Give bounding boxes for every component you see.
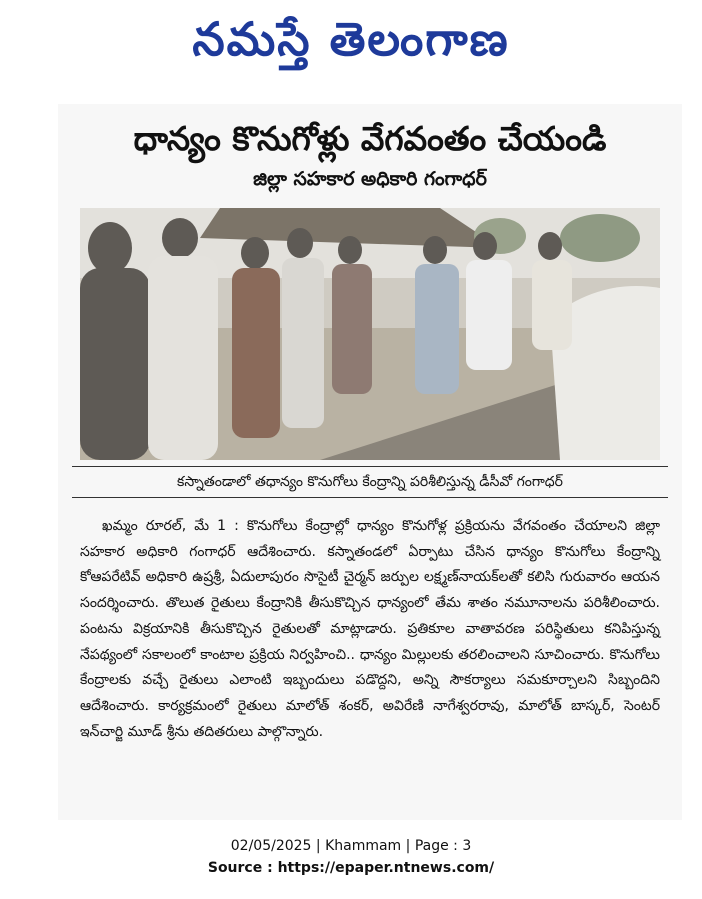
photo-caption: కస్నాతండాలో తధాన్యం కొనుగోలు కేంద్రాన్ని పరిశీలిస్తున్న డీసీవో గంగాధర్: [72, 466, 668, 498]
article-photo: [80, 208, 660, 460]
masthead-logo: నమస్తే తెలంగాణ: [192, 12, 510, 66]
article-body: [80, 514, 660, 745]
footer-date-line: 02/05/2025 | Khammam | Page : 3: [230, 838, 472, 854]
footer-source-line: Source : https://epaper.ntnews.com/: [207, 860, 495, 876]
article-subheadline: జిల్లా సహకార అధికారి గంగాధర్: [253, 168, 487, 190]
article-paragraph: ఖమ్మం రూరల్, మే 1 : కొనుగోలు కేంద్రాల్లో ధాన్యం కొనుగోళ్ల ప్రక్రియను వేగవంతం చేయాలని జిల్లా సహకార అధికారి గంగాధర్ ఆదేశించారు. కస్నాతండలో ఏర్పాటు చేసిన ధాన్యం కొనుగోలు కేంద్రాన్ని కోఆపరేటివ్ అధికారి ఉష్రశ్రీ, ఏదులాపురం సొసైటీ చైర్మన్ జర్పుల లక్ష్మణ్‌నాయక్‌లతో కలిసి గురువారం ఆయన సందర్శించారు. తొలుత రైతులు కేంద్రానికి తీసుకొచ్చిన ధాన్యంలో తేమ శాతం నమూనాలను పరిశీలించారు. పంటను విక్రయానికి తీసుకొచ్చిన రైతులతో మాట్లాడారు. ప్రతికూల వాతావరణ పరిస్థితులు కనిపిస్తున్న నేపథ్యంలో సకాలంలో కాంటాల ప్రక్రియ నిర్వహించి.. ధాన్యం మిల్లులకు తరలించాలని సూచించారు. కొనుగోలు కేంద్రాలకు వచ్చే రైతులు ఎలాంటి ఇబ్బందులు పడొద్దని, అన్ని సౌకర్యాలు సమకూర్చాలని సిబ్బందిని ఆదేశించారు. కార్యక్రమంలో రైతులు మాలోత్ శంకర్, అవిరేణి నాగేశ్వరరావు, మాలోత్ బాస్కర్, సెంటర్ ఇన్‌చార్జి మూడ్ శ్రీను తదితరులు పాల్గొన్నారు.: [80, 518, 660, 740]
article-headline: ధాన్యం కొనుగోళ్లు వేగవంతం చేయండి: [133, 119, 607, 158]
